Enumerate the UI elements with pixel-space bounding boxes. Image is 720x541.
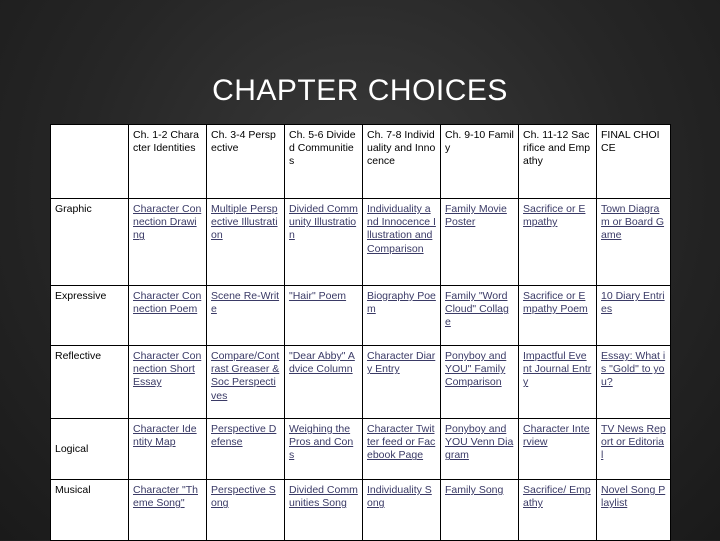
table-cell[interactable]: Sacrifice or Empathy Poem xyxy=(519,286,597,346)
header-cell-ch-5-6: Ch. 5-6 Divided Communities xyxy=(285,125,363,199)
table-cell[interactable]: Character Connection Short Essay xyxy=(129,346,207,419)
table-cell[interactable]: Ponyboy and YOU Venn Diagram xyxy=(441,419,519,480)
table-cell[interactable]: Essay: What is "Gold" to you? xyxy=(597,346,671,419)
table-cell[interactable]: "Hair" Poem xyxy=(285,286,363,346)
table-cell[interactable]: Individuality Song xyxy=(363,480,441,541)
table-cell[interactable]: Weighing the Pros and Cons xyxy=(285,419,363,480)
table-cell[interactable]: Town Diagram or Board Game xyxy=(597,199,671,286)
table-cell[interactable]: Perspective Song xyxy=(207,480,285,541)
table-cell[interactable]: Ponyboy and YOU" Family Comparison xyxy=(441,346,519,419)
table-cell[interactable]: Biography Poem xyxy=(363,286,441,346)
table-cell[interactable]: Character Interview xyxy=(519,419,597,480)
header-cell-ch-7-8: Ch. 7-8 Individuality and Innocence xyxy=(363,125,441,199)
row-label-logical: Logical xyxy=(51,419,129,480)
chapter-choices-table xyxy=(50,124,671,541)
header-row xyxy=(51,125,671,199)
table-row-reflective xyxy=(51,346,671,419)
header-cell-final-choice: FINAL CHOICE xyxy=(597,125,671,199)
table-cell[interactable]: Character Diary Entry xyxy=(363,346,441,419)
table-cell[interactable]: Family Song xyxy=(441,480,519,541)
row-label-expressive: Expressive xyxy=(51,286,129,346)
table-cell[interactable]: Character Identity Map xyxy=(129,419,207,480)
table-cell[interactable]: Sacrifice or Empathy xyxy=(519,199,597,286)
row-label-reflective: Reflective xyxy=(51,346,129,419)
table-cell[interactable]: Novel Song Playlist xyxy=(597,480,671,541)
table-row-logical xyxy=(51,419,671,480)
row-label-musical: Musical xyxy=(51,480,129,541)
table-cell[interactable]: Divided Communities Song xyxy=(285,480,363,541)
slide-title: CHAPTER CHOICES xyxy=(212,74,508,107)
table-cell[interactable]: Impactful Event Journal Entry xyxy=(519,346,597,419)
table-cell[interactable]: Multiple Perspective Illustration xyxy=(207,199,285,286)
header-cell-ch-11-12: Ch. 11-12 Sacrifice and Empathy xyxy=(519,125,597,199)
table-cell[interactable]: Individuality and Innocence Illustration and Comparison xyxy=(363,199,441,286)
table-row-musical xyxy=(51,480,671,541)
table-cell[interactable]: Divided Community Illustration xyxy=(285,199,363,286)
table-cell[interactable]: Scene Re-Write xyxy=(207,286,285,346)
table-row-expressive xyxy=(51,286,671,346)
header-cell-ch-3-4: Ch. 3-4 Perspective xyxy=(207,125,285,199)
table-cell[interactable]: Sacrifice/ Empathy xyxy=(519,480,597,541)
table-cell[interactable]: Character Connection Poem xyxy=(129,286,207,346)
table-cell[interactable]: Perspective Defense xyxy=(207,419,285,480)
table-cell[interactable]: Compare/Contrast Greaser & Soc Perspectives xyxy=(207,346,285,419)
table-cell[interactable]: Family Movie Poster xyxy=(441,199,519,286)
header-cell-ch-1-2: Ch. 1-2 Character Identities xyxy=(129,125,207,199)
table-cell[interactable]: "Dear Abby" Advice Column xyxy=(285,346,363,419)
table-cell[interactable]: Character Twitter feed or Facebook Page xyxy=(363,419,441,480)
header-cell-ch-9-10: Ch. 9-10 Family xyxy=(441,125,519,199)
table-row-graphic xyxy=(51,199,671,286)
row-label-graphic: Graphic xyxy=(51,199,129,286)
table-cell[interactable]: Family "Word Cloud" Collage xyxy=(441,286,519,346)
table-cell[interactable]: Character "Theme Song" xyxy=(129,480,207,541)
table-cell[interactable]: 10 Diary Entries xyxy=(597,286,671,346)
corner-cell xyxy=(51,125,129,199)
table-cell[interactable]: Character Connection Drawing xyxy=(129,199,207,286)
table-cell[interactable]: TV News Report or Editorial xyxy=(597,419,671,480)
